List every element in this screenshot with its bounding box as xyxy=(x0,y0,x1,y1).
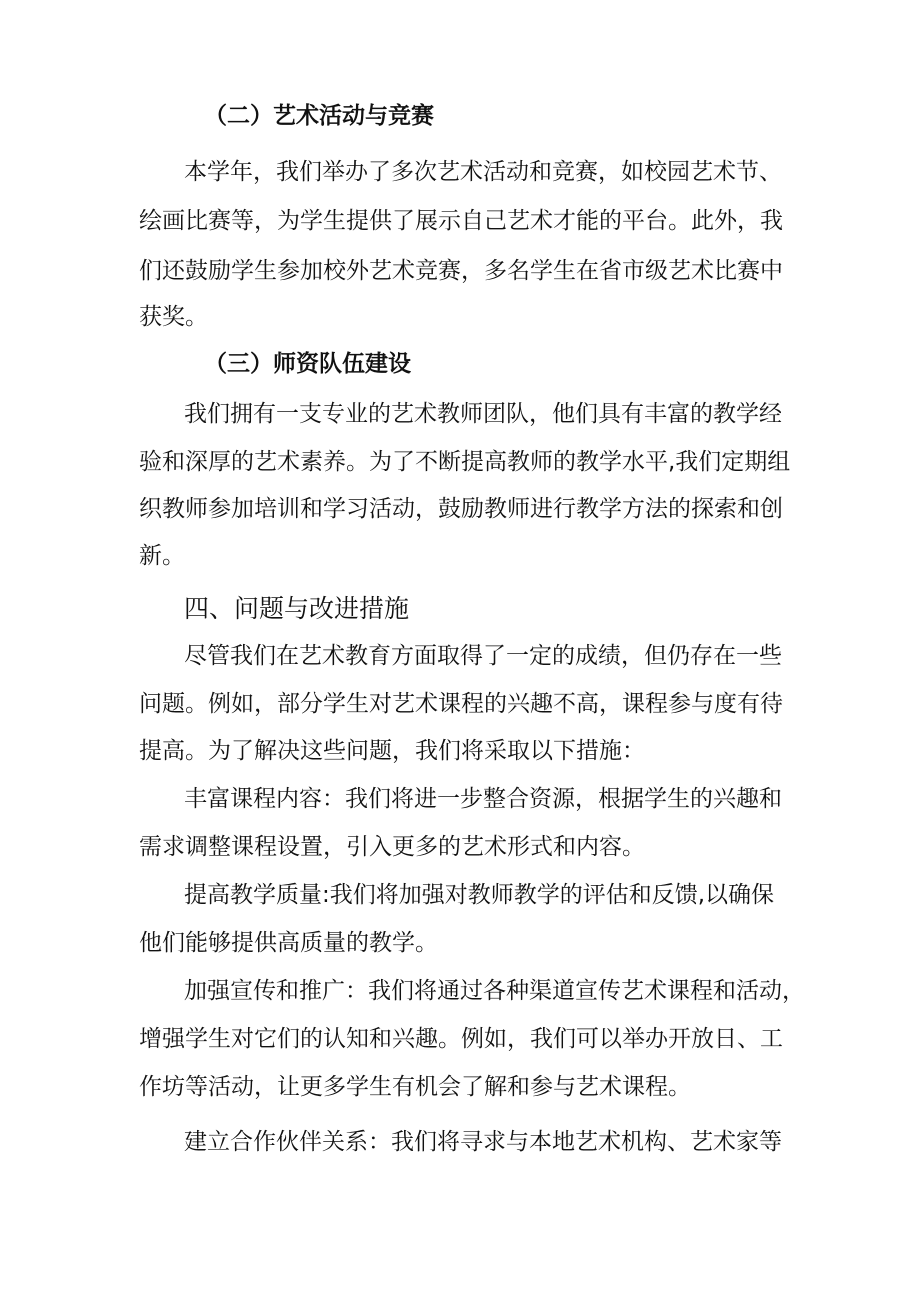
paragraph-line: 提高。为了解决这些问题，我们将采取以下措施： xyxy=(139,738,645,764)
paragraph-line: 丰富课程内容：我们将进一步整合资源，根据学生的兴趣和 xyxy=(184,786,782,812)
paragraph-line: 新。 xyxy=(139,543,185,569)
paragraph-line: 加强宣传和推广：我们将通过各种渠道宣传艺术课程和活动， xyxy=(184,978,805,1004)
paragraph-line: 建立合作伙伴关系：我们将寻求与本地艺术机构、艺术家等 xyxy=(184,1129,782,1155)
paragraph-line: 绘画比赛等，为学生提供了展示自己艺术才能的平台。此外，我 xyxy=(139,208,783,234)
paragraph-line: 验和深厚的艺术素养。为了不断提高教师的教学水平,我们定期组 xyxy=(139,449,791,475)
paragraph-line: 尽管我们在艺术教育方面取得了一定的成绩，但仍存在一些 xyxy=(184,643,782,669)
paragraph-line: 提高教学质量:我们将加强对教师教学的评估和反馈,以确保 xyxy=(184,882,775,908)
paragraph-line: 们还鼓励学生参加校外艺术竞赛，多名学生在省市级艺术比赛中 xyxy=(139,258,783,284)
paragraph-line: 问题。例如，部分学生对艺术课程的兴趣不高，课程参与度有待 xyxy=(139,691,783,717)
paragraph-line: 本学年，我们举办了多次艺术活动和竞赛，如校园艺术节、 xyxy=(184,159,782,185)
section-heading-art-activities: （二）艺术活动与竞赛 xyxy=(204,103,434,129)
section-heading-faculty: （三）师资队伍建设 xyxy=(204,351,411,377)
paragraph-line: 获奖。 xyxy=(139,304,208,330)
paragraph-line: 增强学生对它们的认知和兴趣。例如，我们可以举办开放日、工 xyxy=(139,1026,783,1052)
paragraph-line: 作坊等活动，让更多学生有机会了解和参与艺术课程。 xyxy=(139,1074,691,1100)
paragraph-line: 织教师参加培训和学习活动，鼓励教师进行教学方法的探索和创 xyxy=(139,496,783,522)
paragraph-line: 需求调整课程设置，引入更多的艺术形式和内容。 xyxy=(139,834,645,860)
section-heading-issues: 四、问题与改进措施 xyxy=(184,594,410,623)
paragraph-line: 他们能够提供高质量的教学。 xyxy=(139,930,438,956)
paragraph-line: 我们拥有一支专业的艺术教师团队，他们具有丰富的教学经 xyxy=(184,401,782,427)
